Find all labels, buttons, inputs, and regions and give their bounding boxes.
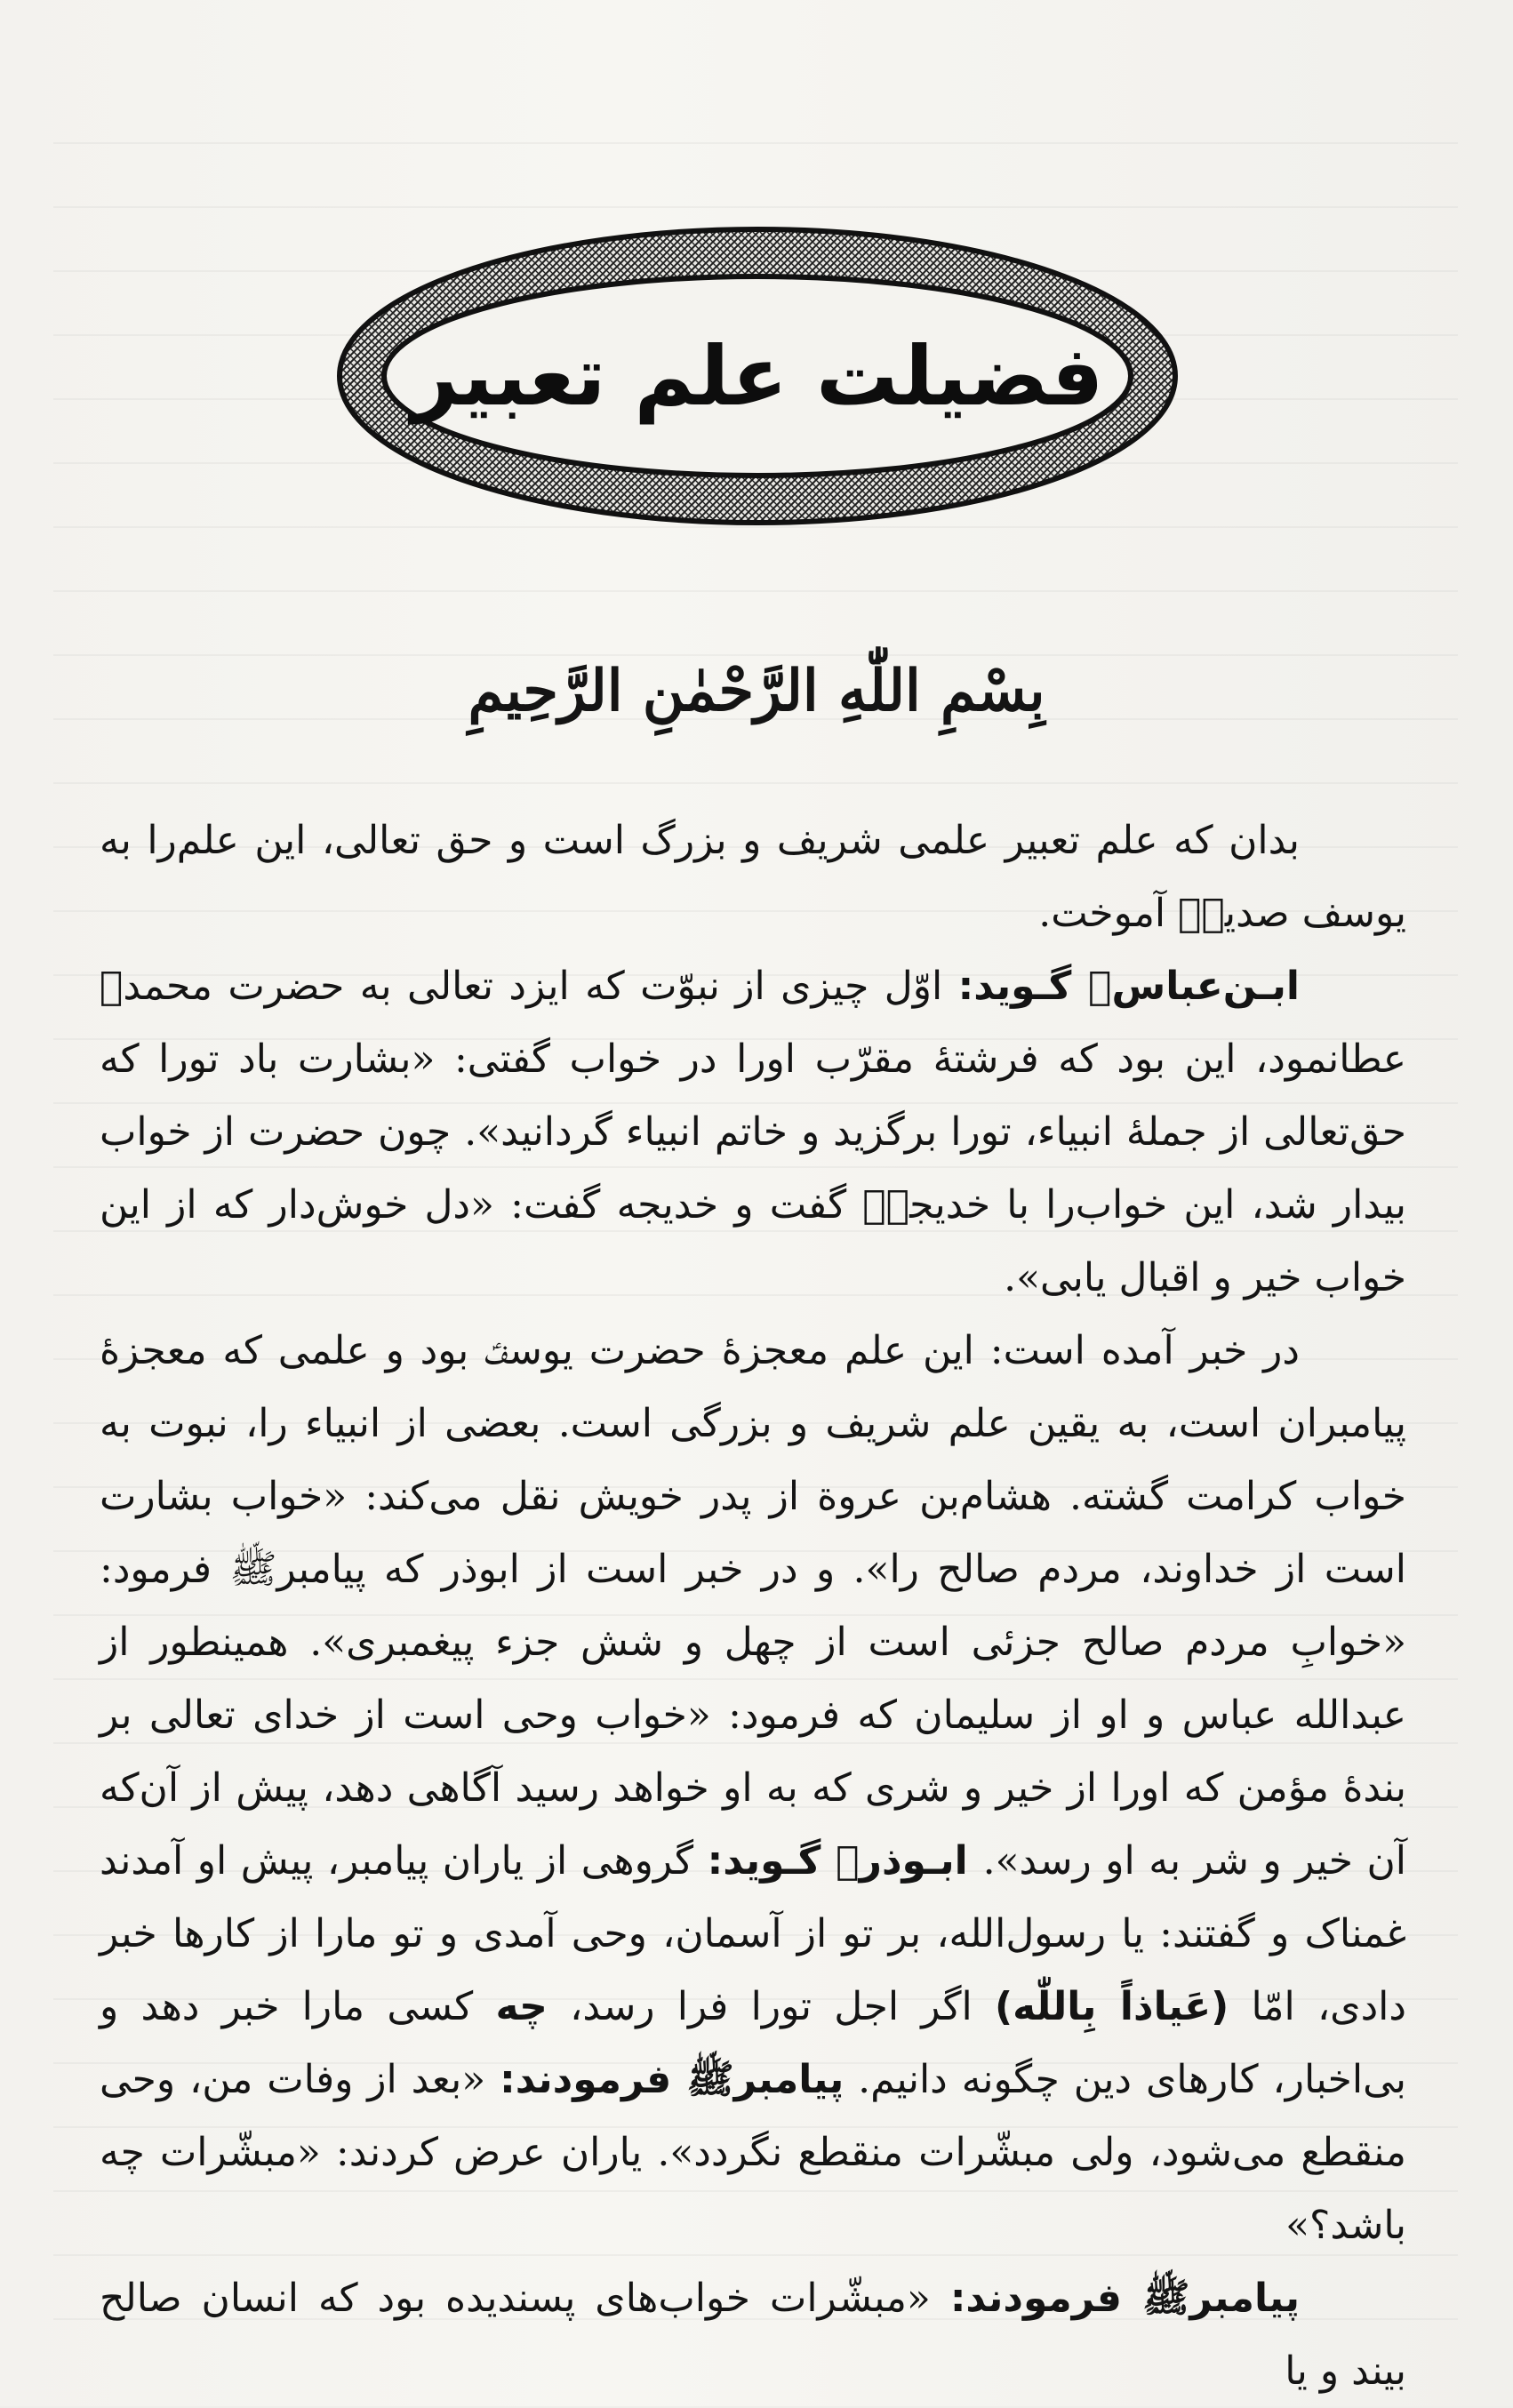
paragraph-text: کسی مارا خبر دهد و بی‌اخبار، کارهای دین چگونه دانیم. [100, 1984, 1407, 2102]
emphasis-word: چه [495, 1984, 548, 2029]
paragraph [100, 804, 1406, 950]
title-frame [329, 220, 1186, 532]
paragraph-text: «مبشّرات خواب‌های پسندیده بود که انسان صالح بیند و یا [100, 2276, 1406, 2394]
paragraph-text: گروهی از یاران پیامبر، پیش او آمدند غمناک و گفتند: یا رسول‌الله، بر تو از آسمان، وحی آمدی و تو مارا از کارها خبر دادی، امّا [100, 1838, 1406, 2029]
paragraph [100, 2262, 1406, 2408]
paragraph-text: بدان که علم تعبیر علمی شریف و بزرگ است و حق تعالی، این علم‌را به یوسف صدیقؑ آموخت. [100, 818, 1406, 936]
paragraph [100, 1315, 1406, 2262]
body-text [100, 804, 1406, 2408]
paragraph [100, 950, 1406, 1315]
narrator-heading: ابـن‌عباسؓ گـوید: [957, 964, 1300, 1009]
quoted-phrase: (عَیاذاً بِاللّٰه) [995, 1984, 1229, 2029]
narrator-heading: پیامبرﷺ فرمودند: [949, 2276, 1300, 2321]
paragraph-text: اگر اجل تورا فرا رسد، [547, 1984, 996, 2029]
narrator-heading: ابـوذرؓ گـوید: [707, 1838, 983, 1884]
paragraph-text: در خبر آمده است: این علم معجزهٔ حضرت یوسفؑ بود و علمی که معجزهٔ پیامبران است، به یقین علم شریف و بزرگی است. بعضی از انبیاء را، نبوت به خواب کرامت گشته. هشام‌بن عروة از پدر خویش نقل می‌کند: «خواب بشارت است از خداوند، مردم صالح را». و در خبر است از ابوذر که پیامبرﷺ فرمود: «خوابِ مردم صالح جزئی است از چهل و شش جزء پیغمبری». همینطور از عبدالله عباس و او از سلیمان که فرمود: «خواب وحی است از خدای تعالی بر بندهٔ مؤمن که اورا از خیر و شری که به او خواهد رسید آگاهی دهد، پیش از آن‌که آن خیر و شر به او رسد». [100, 1328, 1406, 1884]
paragraph-text: «بعد از وفات من، وحی منقطع می‌شود، ولی مبشّرات منقطع نگردد». یاران عرض کردند: «مبشّرات چه باشد؟» [100, 2057, 1406, 2248]
narrator-heading: پیامبرﷺ فرمودند: [500, 2057, 845, 2102]
basmala: بِسْمِ اللّٰهِ الرَّحْمٰنِ الرَّحِیمِ [468, 658, 1045, 724]
paragraph-text: اوّل چیزی از نبوّت که ایزد تعالی به حضرت محمدﷺ عطانمود، این بود که فرشتهٔ مقرّب اورا در خواب گفتی: «بشارت باد تورا که حق‌تعالی از جملهٔ انبیاء، تورا برگزید و خاتم انبیاء گردانید». چون حضرت از خواب بیدار شد، این خواب‌را با خدیجهؓ گفت و خدیجه گفت: «دل خوش‌دار که از این خواب خیر و اقبال یابی». [100, 964, 1406, 1300]
chapter-title: فضیلت علم تعبیر [411, 328, 1104, 424]
